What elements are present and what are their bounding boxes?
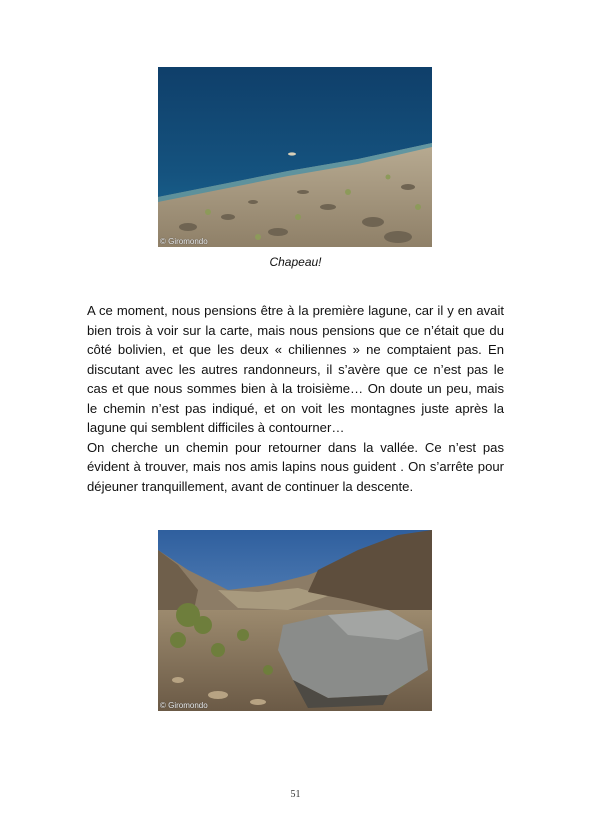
paragraph: A ce moment, nous pensions être à la première lagune, car il y en avait bien trois à voir sur la carte, mais nous pensions que ce n’était que du côté bolivien, et que les deux « chiliennes » ne comptaient pas. En discutant avec les autres randonneurs, il s’avère que ce n’est pas le cas et que nous sommes bien à la troisième… On doute un peu, mais le chemin n’est pas indiqué, et on voit les montagnes juste après la lagune qui semblent difficiles à contourner… <box>87 303 504 435</box>
valley-image <box>158 530 432 711</box>
lagoon-photo <box>158 67 432 247</box>
lagoon-image <box>158 67 432 247</box>
page-number: 51 <box>290 789 301 800</box>
paragraph: On cherche un chemin pour retourner dans la vallée. Ce n’est pas évident à trouver, mais nos amis lapins nous guident . On s’arrête pour déjeuner tranquillement, avant de continuer la descente. <box>87 439 504 494</box>
photo-credit: © Giromondo <box>160 237 208 246</box>
photo-caption: Chapeau! <box>269 255 322 269</box>
valley-photo <box>158 530 432 711</box>
body-text <box>87 301 504 496</box>
photo-credit: © Giromondo <box>160 701 208 710</box>
